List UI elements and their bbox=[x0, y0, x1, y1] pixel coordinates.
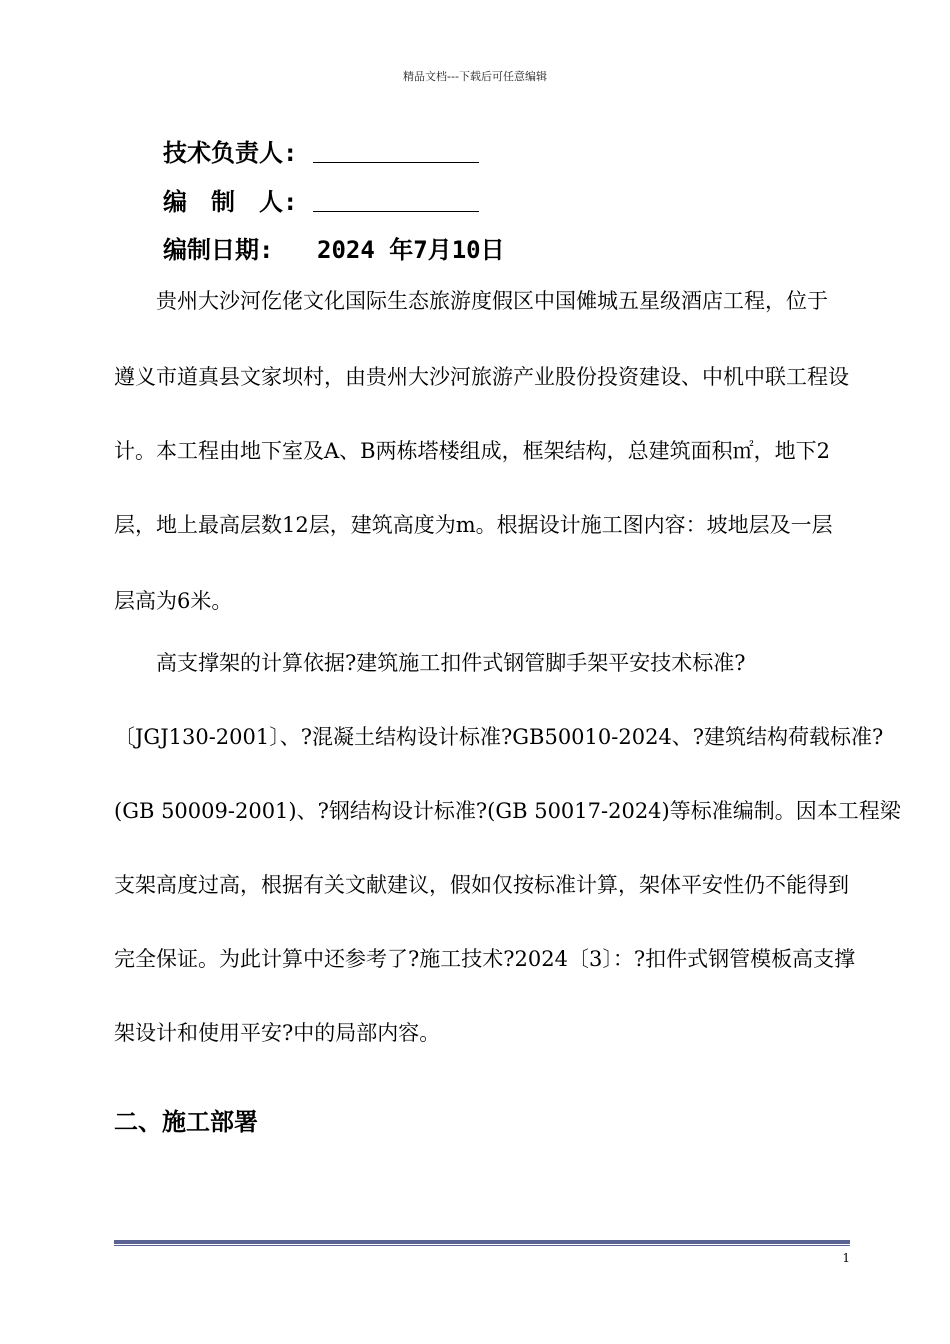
compiler-signature-row bbox=[163, 186, 479, 218]
paragraph-line: 贵州大沙河仡佬文化国际生态旅游度假区中国傩城五星级酒店工程，位于 bbox=[114, 289, 828, 313]
date-row bbox=[163, 234, 505, 266]
compiler-label: 编 制 人: bbox=[163, 188, 298, 216]
paragraph-line: 架设计和使用平安?中的局部内容。 bbox=[114, 1021, 441, 1045]
section-heading: 二、施工部署 bbox=[114, 1108, 258, 1136]
date-value: 2024 年7月10日 bbox=[317, 236, 505, 264]
paragraph-line: 完全保证。为此计算中还参考了?施工技术?2024〔3〕：?扣件式钢管模板高支撑 bbox=[114, 947, 856, 971]
footer-rule bbox=[114, 1240, 850, 1247]
tech-lead-blank bbox=[313, 140, 479, 163]
paragraph-line: 〔JGJ130-2001〕、?混凝土结构设计标准?GB50010-2024、?建筑结构荷载标准? bbox=[114, 725, 884, 749]
paragraph-line: 支架高度过高，根据有关文献建议，假如仅按标准计算，架体平安性仍不能得到 bbox=[114, 873, 849, 897]
paragraph-line: 层，地上最高层数12层，建筑高度为m。根据设计施工图内容：坡地层及一层 bbox=[114, 513, 833, 537]
tech-lead-signature-row bbox=[163, 137, 479, 169]
document-header-note: 精品文档---下载后可任意编辑 bbox=[403, 70, 547, 83]
paragraph-line: 遵义市道真县文家坝村，由贵州大沙河旅游产业股份投资建设、中机中联工程设 bbox=[114, 365, 849, 389]
paragraph-line: 计。本工程由地下室及A、B两栋塔楼组成，框架结构，总建筑面积㎡，地下2 bbox=[114, 439, 830, 463]
tech-lead-label: 技术负责人: bbox=[163, 139, 298, 167]
date-label: 编制日期: bbox=[163, 236, 274, 264]
paragraph-line: 高支撑架的计算依据?建筑施工扣件式钢管脚手架平安技术标准? bbox=[114, 651, 746, 675]
paragraph-line: 层高为6米。 bbox=[114, 589, 233, 613]
page-number: 1 bbox=[842, 1251, 850, 1265]
paragraph-line: (GB 50009-2001)、?钢结构设计标准?(GB 50017-2024)等标准编制。因本工程梁 bbox=[114, 799, 901, 823]
compiler-blank bbox=[313, 189, 479, 212]
